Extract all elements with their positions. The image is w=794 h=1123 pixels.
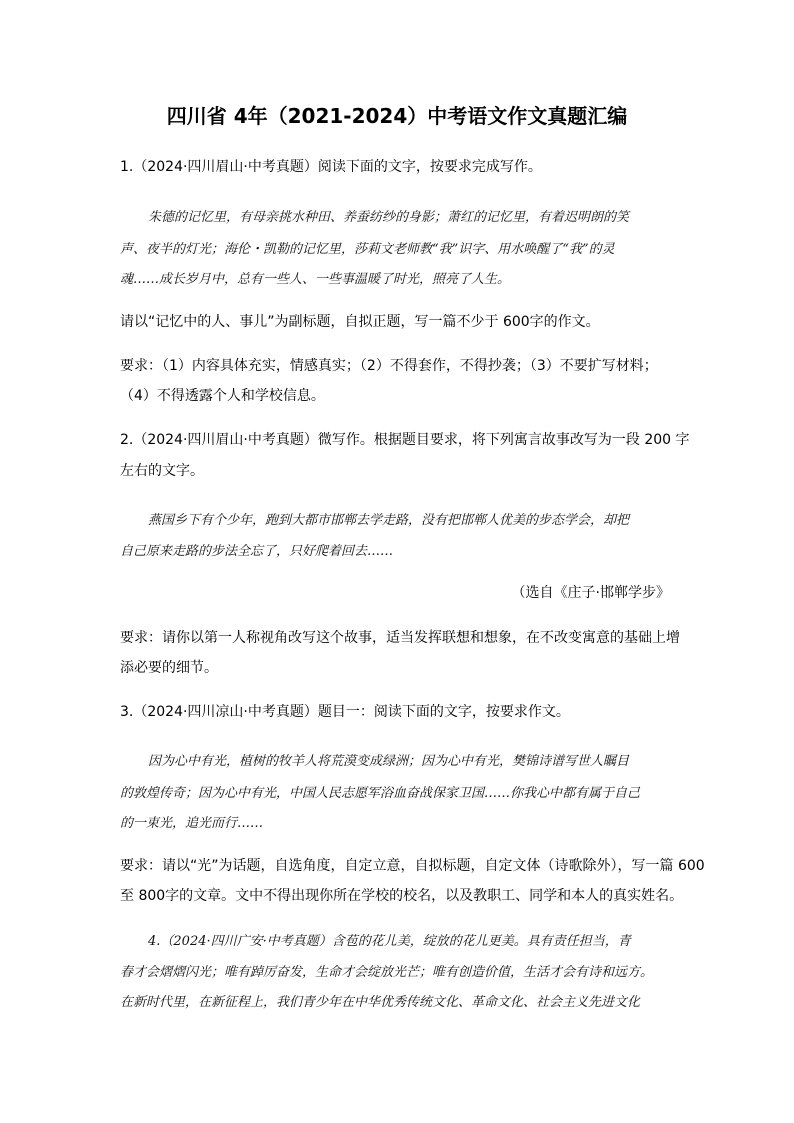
question-2-heading-line: 2.（2024·四川眉山·中考真题）微写作。根据题目要求，将下列寓言故事改写为一段 200 字 (120, 432, 690, 448)
question-1-quote-line: 朱德的记忆里，有母亲挑水种田、养蚕纺纱的身影；萧红的记忆里，有着迟明朗的笑 (148, 210, 630, 225)
question-2-requirements-line: 要求：请你以第一人称视角改写这个故事，适当发挥联想和想象，在不改变寓意的基础上增 (120, 630, 680, 646)
question-4-line: 在新时代里，在新征程上，我们青少年在中华优秀传统文化、革命文化、社会主义先进文化 (120, 995, 641, 1010)
question-2-quote-line: 自己原来走路的步法全忘了，只好爬着回去…… (120, 544, 394, 559)
question-2-requirements-line: 添必要的细节。 (120, 660, 218, 676)
question-4-line: 春才会熠熠闪光；唯有踔厉奋发，生命才会绽放光芒；唯有创造价值，生活才会有诗和远方。 (120, 965, 654, 980)
document-title: 四川省 4年（2021-2024）中考语文作文真题汇编 (166, 104, 628, 128)
question-2-heading-line: 左右的文字。 (120, 463, 204, 479)
question-2-source: （选自《庄子·邯郸学步》 (511, 585, 670, 601)
question-1-heading: 1.（2024·四川眉山·中考真题）阅读下面的文字，按要求完成写作。 (120, 159, 542, 175)
question-1-quote-line: 魂……成长岁月中，总有一些人、一些事温暖了时光，照亮了人生。 (120, 272, 511, 287)
question-1-prompt: 请以“记忆中的人、事儿”为副标题，自拟正题，写一篇不少于 600字的作文。 (120, 314, 600, 330)
question-1-quote-line: 声、夜半的灯光；海伦・凯勒的记忆里，莎莉文老师教“我”识字、用水唤醒了“我”的灵 (120, 242, 615, 257)
question-1-requirements-line: 要求：（1）内容具体充实，情感真实；（2）不得套作，不得抄袭；（3）不要扩写材料； (120, 358, 658, 374)
question-3-requirements-line: 要求：请以“光”为话题，自选角度，自定立意，自拟标题，自定文体（诗歌除外），写一篇 600 (120, 858, 705, 874)
question-3-heading: 3.（2024·四川凉山·中考真题）题目一：阅读下面的文字，按要求作文。 (120, 704, 570, 720)
question-2-quote-line: 燕国乡下有个少年，跑到大都市邯郸去学走路，没有把邯郸人优美的步态学会，却把 (148, 513, 630, 528)
question-3-quote-line: 的敦煌传奇；因为心中有光，中国人民志愿军浴血奋战保家卫国……你我心中都有属于自己 (120, 786, 641, 801)
question-4-line: 4.（2024·四川广安·中考真题）含苞的花儿美，绽放的花儿更美。具有责任担当，青 (148, 934, 631, 949)
question-3-requirements-line: 至 800字的文章。文中不得出现你所在学校的校名，以及教职工、同学和本人的真实姓名。 (120, 888, 684, 904)
question-3-quote-line: 因为心中有光，植树的牧羊人将荒漠变成绿洲；因为心中有光，樊锦诗谱写世人瞩目 (148, 754, 630, 769)
question-3-quote-line: 的一束光，追光而行…… (120, 816, 264, 831)
question-1-requirements-line: （4）不得透露个人和学校信息。 (120, 388, 325, 404)
